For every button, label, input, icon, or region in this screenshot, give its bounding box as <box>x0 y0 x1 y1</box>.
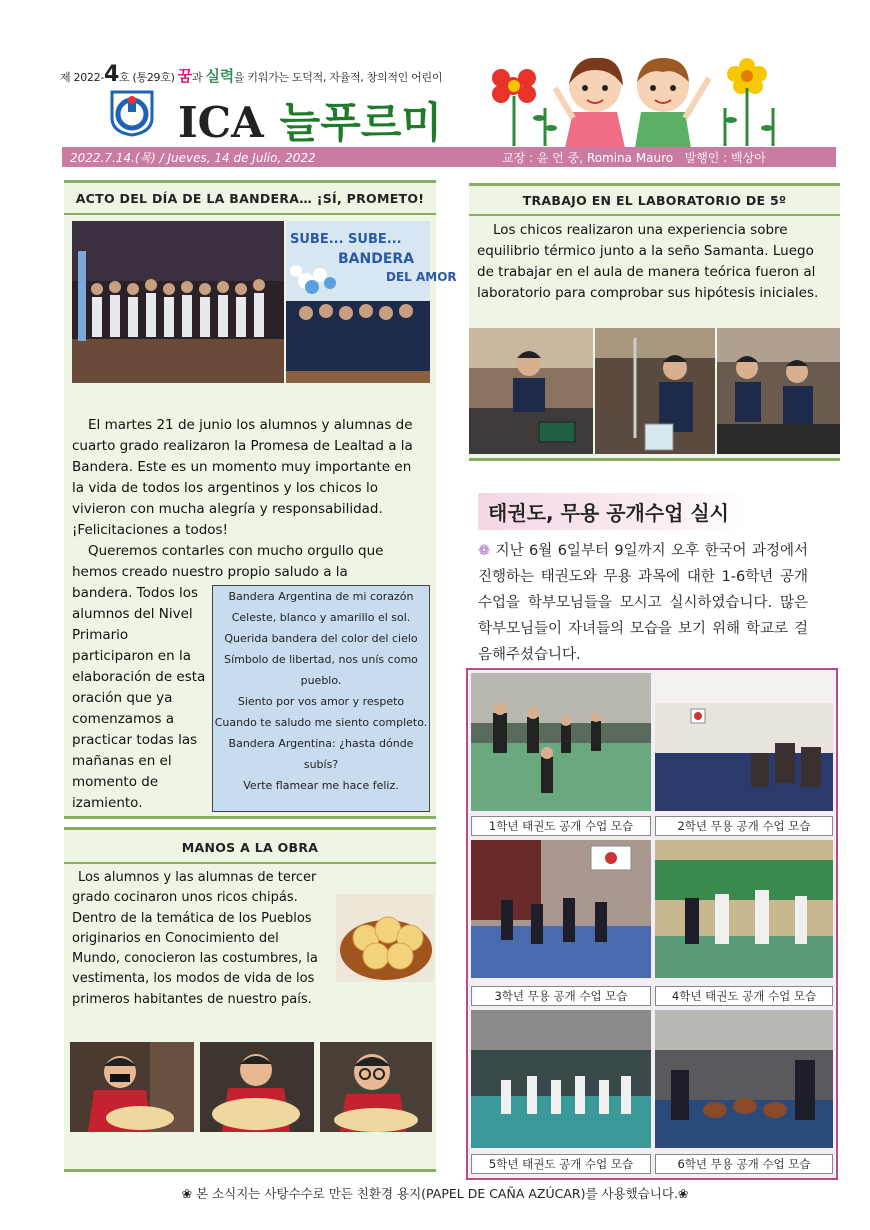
date-bar <box>62 147 836 167</box>
korean-paragraph: 지난 6월 6일부터 9일까지 오후 한국어 과정에서 진행하는 태권도와 무용 과목에 대한 1-6학년 공개수업을 학부모님들을 모시고 실시하였습니다. 많은 학부모님들이 자녀들의 모습을 보기 위해 학교로 걸음해주셨습니다. <box>478 543 808 663</box>
principal: 교장 : 윤 언 중, Romina Mauro <box>502 151 674 165</box>
poem-line: Símbolo de libertad, nos unís como pueblo. <box>224 653 418 687</box>
divider <box>64 862 436 864</box>
title-latin: ICA <box>178 98 264 147</box>
footer-note: ❀ 본 소식지는 사탕수수로 만든 친환경 용지(PAPEL DE CAÑA AZÚCAR)를 사용했습니다.❀ <box>181 1186 689 1201</box>
korean-paragraph-wrap <box>478 538 808 668</box>
grade3-dance-photo <box>471 840 651 978</box>
grade6-dance-photo <box>655 1010 833 1148</box>
issue-date: 2022.7.14.(목) / Jueves, 14 de Julio, 2022 <box>70 151 316 165</box>
motto-rest: 을 키워가는 도덕적, 자율적, 창의적인 어린이 <box>233 71 443 84</box>
manos-paragraph: Los alumnos y las alumnas de tercer grado cocinaron unos ricos chipás. Dentro de la temática de los Pueblos originarios en Conocimiento del Mundo, conocieron las costumbres, la vestimenta, los modos de vida de los primeros habitantes de nuestro país. <box>72 870 318 1007</box>
bandera-title: ACTO DEL DÍA DE LA BANDERA… ¡SÍ, PROMETO! <box>75 191 425 206</box>
motto-mid: 과 <box>191 71 203 84</box>
grade2-dance-photo <box>655 673 833 811</box>
lab-photo-2 <box>595 328 715 454</box>
lab-photo-3 <box>717 328 840 454</box>
motto-keyword-dream: 꿈 <box>177 67 192 85</box>
lab-title: TRABAJO EN EL LABORATORIO DE 5º <box>522 193 787 208</box>
kid-kneading-photo-1 <box>70 1042 194 1132</box>
grade4-taekwondo-photo <box>655 840 833 978</box>
grade1-taekwondo-photo <box>471 673 651 811</box>
lab-photo-1 <box>469 328 593 454</box>
school-logo-icon <box>108 88 156 136</box>
flag-salute-poem <box>212 585 430 812</box>
bullet-icon: ❁ <box>478 543 491 559</box>
bandera-stage-photo <box>72 221 284 383</box>
svg-text:SUBE... SUBE...: SUBE... SUBE... <box>290 232 402 247</box>
poem-line: Celeste, blanco y amarillo el sol. <box>231 611 411 624</box>
girl-icon <box>555 58 625 148</box>
chipa-photo <box>336 894 434 982</box>
issue-prefix: 제 2022- <box>60 71 104 84</box>
motto-keyword-skill: 실력 <box>205 67 234 85</box>
caption-grade6: 6학년 무용 공개 수업 모습 <box>655 1154 833 1174</box>
grade5-taekwondo-photo <box>471 1010 651 1148</box>
divider <box>64 213 436 215</box>
issue-number: 4 <box>104 62 120 87</box>
kid-kneading-photo-3 <box>320 1042 432 1132</box>
korean-heading: 태권도, 무용 공개수업 실시 <box>478 493 748 530</box>
manos-title: MANOS A LA OBRA <box>181 840 319 855</box>
yellow-flower-icon <box>725 58 773 146</box>
caption-grade5: 5학년 태권도 공개 수업 모습 <box>471 1154 651 1174</box>
manos-section <box>64 827 436 1172</box>
svg-text:DEL AMOR: DEL AMOR <box>386 270 457 284</box>
poem-line: Cuando te saludo me siento completo. <box>214 716 428 729</box>
bandera-group-photo <box>286 221 457 383</box>
poem-line: Querida bandera del color del cielo <box>224 632 418 645</box>
svg-text:BANDERA: BANDERA <box>338 251 415 267</box>
newsletter-title <box>178 90 442 150</box>
lab-paragraph: Los chicos realizaron una experiencia sobre equilibrio térmico junto a la seño Samanta. Luego de trabajar en el aula de manera teórica fueron al laboratorio para comprobar sus hipótesis iniciales. <box>477 222 819 301</box>
publisher: 발행인 : 백상아 <box>684 151 766 165</box>
poem-line: Bandera Argentina de mi corazón <box>228 590 414 603</box>
issue-line <box>60 62 442 87</box>
poem-line: Bandera Argentina: ¿hasta dónde subís? <box>228 737 414 771</box>
caption-grade3: 3학년 무용 공개 수업 모습 <box>471 986 651 1006</box>
kids-flowers-illustration <box>485 48 785 148</box>
poem-line: Siento por vos amor y respeto <box>237 695 405 708</box>
staff-info <box>502 149 766 166</box>
poem-line: Verte flamear me hace feliz. <box>243 779 399 792</box>
issue-suffix: 호 (통29호) <box>119 71 175 84</box>
divider <box>469 214 840 216</box>
title-korean: 늘푸르미 <box>279 98 442 147</box>
bandera-paragraph-1: El martes 21 de junio los alumnos y alumnas de cuarto grado realizaron la Promesa de Lealtad a la Bandera. Este es un momento muy importante en la vida de todos los argentinos y los chicos lo vivieron con mucha alegría y responsabilidad. ¡Felicitaciones a todos! <box>72 417 413 538</box>
bandera-paragraph-2b: bandera. Todos los alumnos del Nivel Primario participaron en la elaboración de esta oración que ya comenzamos a practicar todas las mañanas en el momento de izamiento. <box>72 585 206 811</box>
kid-kneading-photo-2 <box>200 1042 314 1132</box>
caption-grade4: 4학년 태권도 공개 수업 모습 <box>655 986 833 1006</box>
caption-grade2: 2학년 무용 공개 수업 모습 <box>655 816 833 836</box>
class-photo-grid <box>466 668 838 1180</box>
bandera-paragraph-2a: Queremos contarles con mucho orgullo que hemos creado nuestro propio saludo a la <box>72 543 384 580</box>
boy-icon <box>635 58 709 148</box>
lab-section <box>469 183 840 461</box>
caption-grade1: 1학년 태권도 공개 수업 모습 <box>471 816 651 836</box>
red-flower-icon <box>492 69 557 146</box>
